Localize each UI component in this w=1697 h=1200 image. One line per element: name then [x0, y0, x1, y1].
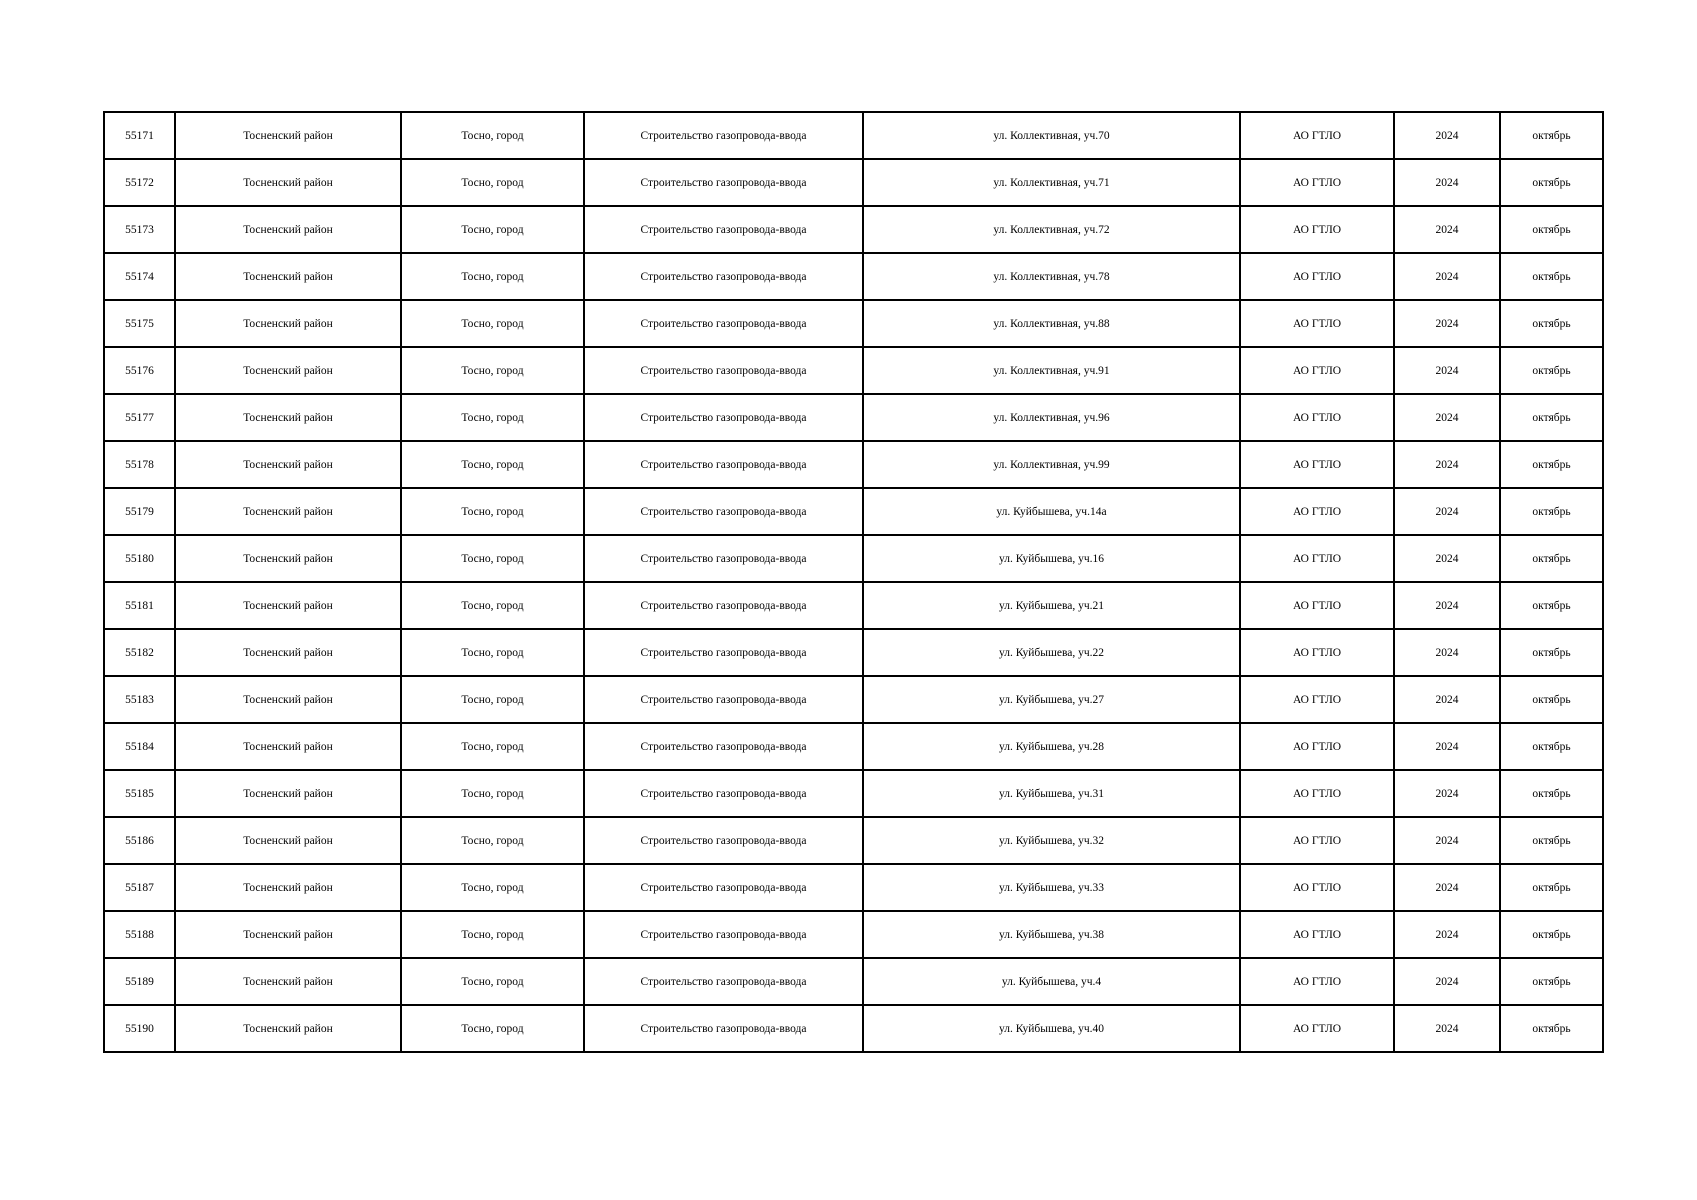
cell-work-type: Строительство газопровода-ввода [584, 723, 863, 770]
cell-work-type: Строительство газопровода-ввода [584, 770, 863, 817]
cell-record-id: 55184 [104, 723, 175, 770]
cell-work-type: Строительство газопровода-ввода [584, 206, 863, 253]
cell-district: Тосненский район [175, 300, 401, 347]
table-row [104, 253, 1603, 300]
cell-record-id: 55185 [104, 770, 175, 817]
cell-work-type: Строительство газопровода-ввода [584, 864, 863, 911]
cell-record-id: 55171 [104, 112, 175, 159]
cell-work-type: Строительство газопровода-ввода [584, 1005, 863, 1052]
cell-organization: АО ГТЛО [1240, 112, 1394, 159]
cell-organization: АО ГТЛО [1240, 723, 1394, 770]
table-row [104, 1005, 1603, 1052]
cell-month: октябрь [1500, 676, 1603, 723]
cell-address: ул. Куйбышева, уч.16 [863, 535, 1240, 582]
cell-locality: Тосно, город [401, 112, 584, 159]
cell-month: октябрь [1500, 394, 1603, 441]
cell-month: октябрь [1500, 1005, 1603, 1052]
cell-organization: АО ГТЛО [1240, 864, 1394, 911]
cell-locality: Тосно, город [401, 770, 584, 817]
cell-locality: Тосно, город [401, 723, 584, 770]
cell-work-type: Строительство газопровода-ввода [584, 958, 863, 1005]
cell-organization: АО ГТЛО [1240, 441, 1394, 488]
cell-district: Тосненский район [175, 394, 401, 441]
cell-district: Тосненский район [175, 1005, 401, 1052]
cell-organization: АО ГТЛО [1240, 300, 1394, 347]
cell-record-id: 55188 [104, 911, 175, 958]
cell-address: ул. Коллективная, уч.96 [863, 394, 1240, 441]
cell-work-type: Строительство газопровода-ввода [584, 817, 863, 864]
cell-district: Тосненский район [175, 112, 401, 159]
table-row [104, 958, 1603, 1005]
cell-district: Тосненский район [175, 958, 401, 1005]
cell-district: Тосненский район [175, 253, 401, 300]
cell-record-id: 55182 [104, 629, 175, 676]
cell-record-id: 55190 [104, 1005, 175, 1052]
cell-work-type: Строительство газопровода-ввода [584, 112, 863, 159]
cell-district: Тосненский район [175, 864, 401, 911]
table-row [104, 347, 1603, 394]
cell-locality: Тосно, город [401, 535, 584, 582]
cell-year: 2024 [1394, 958, 1500, 1005]
cell-year: 2024 [1394, 394, 1500, 441]
cell-organization: АО ГТЛО [1240, 347, 1394, 394]
cell-record-id: 55183 [104, 676, 175, 723]
cell-month: октябрь [1500, 535, 1603, 582]
cell-month: октябрь [1500, 347, 1603, 394]
cell-locality: Тосно, город [401, 629, 584, 676]
cell-month: октябрь [1500, 441, 1603, 488]
cell-address: ул. Куйбышева, уч.14а [863, 488, 1240, 535]
cell-month: октябрь [1500, 300, 1603, 347]
cell-address: ул. Коллективная, уч.91 [863, 347, 1240, 394]
cell-address: ул. Куйбышева, уч.38 [863, 911, 1240, 958]
cell-work-type: Строительство газопровода-ввода [584, 253, 863, 300]
cell-address: ул. Коллективная, уч.88 [863, 300, 1240, 347]
cell-address: ул. Коллективная, уч.70 [863, 112, 1240, 159]
cell-locality: Тосно, город [401, 394, 584, 441]
cell-address: ул. Куйбышева, уч.21 [863, 582, 1240, 629]
cell-record-id: 55177 [104, 394, 175, 441]
table-body [104, 112, 1603, 1052]
cell-month: октябрь [1500, 958, 1603, 1005]
cell-address: ул. Куйбышева, уч.27 [863, 676, 1240, 723]
cell-organization: АО ГТЛО [1240, 253, 1394, 300]
cell-locality: Тосно, город [401, 300, 584, 347]
cell-organization: АО ГТЛО [1240, 535, 1394, 582]
cell-year: 2024 [1394, 112, 1500, 159]
table-row [104, 394, 1603, 441]
table-row [104, 582, 1603, 629]
cell-year: 2024 [1394, 676, 1500, 723]
cell-address: ул. Коллективная, уч.71 [863, 159, 1240, 206]
cell-work-type: Строительство газопровода-ввода [584, 582, 863, 629]
cell-address: ул. Куйбышева, уч.33 [863, 864, 1240, 911]
cell-district: Тосненский район [175, 629, 401, 676]
cell-district: Тосненский район [175, 582, 401, 629]
cell-locality: Тосно, город [401, 676, 584, 723]
cell-year: 2024 [1394, 488, 1500, 535]
cell-year: 2024 [1394, 1005, 1500, 1052]
cell-year: 2024 [1394, 206, 1500, 253]
cell-locality: Тосно, город [401, 347, 584, 394]
cell-year: 2024 [1394, 864, 1500, 911]
table-row [104, 817, 1603, 864]
cell-locality: Тосно, город [401, 253, 584, 300]
cell-locality: Тосно, город [401, 441, 584, 488]
gas-connection-table [103, 111, 1604, 1053]
cell-organization: АО ГТЛО [1240, 770, 1394, 817]
cell-district: Тосненский район [175, 441, 401, 488]
cell-organization: АО ГТЛО [1240, 394, 1394, 441]
table-row [104, 535, 1603, 582]
cell-locality: Тосно, город [401, 488, 584, 535]
cell-organization: АО ГТЛО [1240, 817, 1394, 864]
cell-year: 2024 [1394, 253, 1500, 300]
cell-year: 2024 [1394, 770, 1500, 817]
cell-month: октябрь [1500, 770, 1603, 817]
cell-address: ул. Куйбышева, уч.28 [863, 723, 1240, 770]
cell-year: 2024 [1394, 723, 1500, 770]
cell-record-id: 55189 [104, 958, 175, 1005]
cell-organization: АО ГТЛО [1240, 958, 1394, 1005]
cell-address: ул. Коллективная, уч.78 [863, 253, 1240, 300]
table-row [104, 864, 1603, 911]
cell-district: Тосненский район [175, 206, 401, 253]
cell-district: Тосненский район [175, 770, 401, 817]
cell-year: 2024 [1394, 817, 1500, 864]
cell-month: октябрь [1500, 488, 1603, 535]
cell-district: Тосненский район [175, 535, 401, 582]
cell-year: 2024 [1394, 159, 1500, 206]
cell-month: октябрь [1500, 629, 1603, 676]
cell-year: 2024 [1394, 629, 1500, 676]
cell-month: октябрь [1500, 253, 1603, 300]
cell-organization: АО ГТЛО [1240, 159, 1394, 206]
cell-organization: АО ГТЛО [1240, 206, 1394, 253]
cell-record-id: 55178 [104, 441, 175, 488]
table-row [104, 206, 1603, 253]
table-row [104, 911, 1603, 958]
table-row [104, 159, 1603, 206]
cell-record-id: 55175 [104, 300, 175, 347]
cell-district: Тосненский район [175, 488, 401, 535]
cell-district: Тосненский район [175, 676, 401, 723]
cell-month: октябрь [1500, 582, 1603, 629]
cell-work-type: Строительство газопровода-ввода [584, 347, 863, 394]
cell-work-type: Строительство газопровода-ввода [584, 159, 863, 206]
table-row [104, 629, 1603, 676]
cell-year: 2024 [1394, 300, 1500, 347]
cell-month: октябрь [1500, 911, 1603, 958]
cell-record-id: 55172 [104, 159, 175, 206]
cell-work-type: Строительство газопровода-ввода [584, 629, 863, 676]
cell-record-id: 55173 [104, 206, 175, 253]
cell-district: Тосненский район [175, 159, 401, 206]
cell-month: октябрь [1500, 723, 1603, 770]
cell-locality: Тосно, город [401, 958, 584, 1005]
cell-year: 2024 [1394, 347, 1500, 394]
cell-work-type: Строительство газопровода-ввода [584, 394, 863, 441]
cell-work-type: Строительство газопровода-ввода [584, 441, 863, 488]
cell-address: ул. Куйбышева, уч.22 [863, 629, 1240, 676]
cell-address: ул. Коллективная, уч.72 [863, 206, 1240, 253]
cell-year: 2024 [1394, 535, 1500, 582]
cell-locality: Тосно, город [401, 159, 584, 206]
cell-locality: Тосно, город [401, 911, 584, 958]
cell-record-id: 55186 [104, 817, 175, 864]
cell-month: октябрь [1500, 159, 1603, 206]
cell-month: октябрь [1500, 206, 1603, 253]
table-row [104, 112, 1603, 159]
cell-organization: АО ГТЛО [1240, 676, 1394, 723]
cell-locality: Тосно, город [401, 1005, 584, 1052]
cell-work-type: Строительство газопровода-ввода [584, 300, 863, 347]
cell-district: Тосненский район [175, 347, 401, 394]
table-row [104, 723, 1603, 770]
cell-record-id: 55187 [104, 864, 175, 911]
cell-organization: АО ГТЛО [1240, 582, 1394, 629]
cell-year: 2024 [1394, 582, 1500, 629]
cell-work-type: Строительство газопровода-ввода [584, 911, 863, 958]
cell-record-id: 55180 [104, 535, 175, 582]
cell-month: октябрь [1500, 817, 1603, 864]
cell-locality: Тосно, город [401, 582, 584, 629]
cell-locality: Тосно, город [401, 817, 584, 864]
cell-locality: Тосно, город [401, 864, 584, 911]
cell-district: Тосненский район [175, 723, 401, 770]
cell-address: ул. Коллективная, уч.99 [863, 441, 1240, 488]
cell-address: ул. Куйбышева, уч.32 [863, 817, 1240, 864]
cell-address: ул. Куйбышева, уч.31 [863, 770, 1240, 817]
cell-month: октябрь [1500, 864, 1603, 911]
cell-year: 2024 [1394, 911, 1500, 958]
cell-work-type: Строительство газопровода-ввода [584, 676, 863, 723]
cell-organization: АО ГТЛО [1240, 488, 1394, 535]
cell-district: Тосненский район [175, 817, 401, 864]
cell-record-id: 55179 [104, 488, 175, 535]
cell-record-id: 55176 [104, 347, 175, 394]
table-row [104, 441, 1603, 488]
cell-district: Тосненский район [175, 911, 401, 958]
cell-work-type: Строительство газопровода-ввода [584, 488, 863, 535]
table-row [104, 300, 1603, 347]
cell-month: октябрь [1500, 112, 1603, 159]
cell-work-type: Строительство газопровода-ввода [584, 535, 863, 582]
cell-record-id: 55174 [104, 253, 175, 300]
cell-address: ул. Куйбышева, уч.4 [863, 958, 1240, 1005]
cell-address: ул. Куйбышева, уч.40 [863, 1005, 1240, 1052]
cell-organization: АО ГТЛО [1240, 1005, 1394, 1052]
table-row [104, 488, 1603, 535]
table-row [104, 676, 1603, 723]
cell-year: 2024 [1394, 441, 1500, 488]
cell-organization: АО ГТЛО [1240, 911, 1394, 958]
cell-record-id: 55181 [104, 582, 175, 629]
cell-locality: Тосно, город [401, 206, 584, 253]
table-row [104, 770, 1603, 817]
cell-organization: АО ГТЛО [1240, 629, 1394, 676]
